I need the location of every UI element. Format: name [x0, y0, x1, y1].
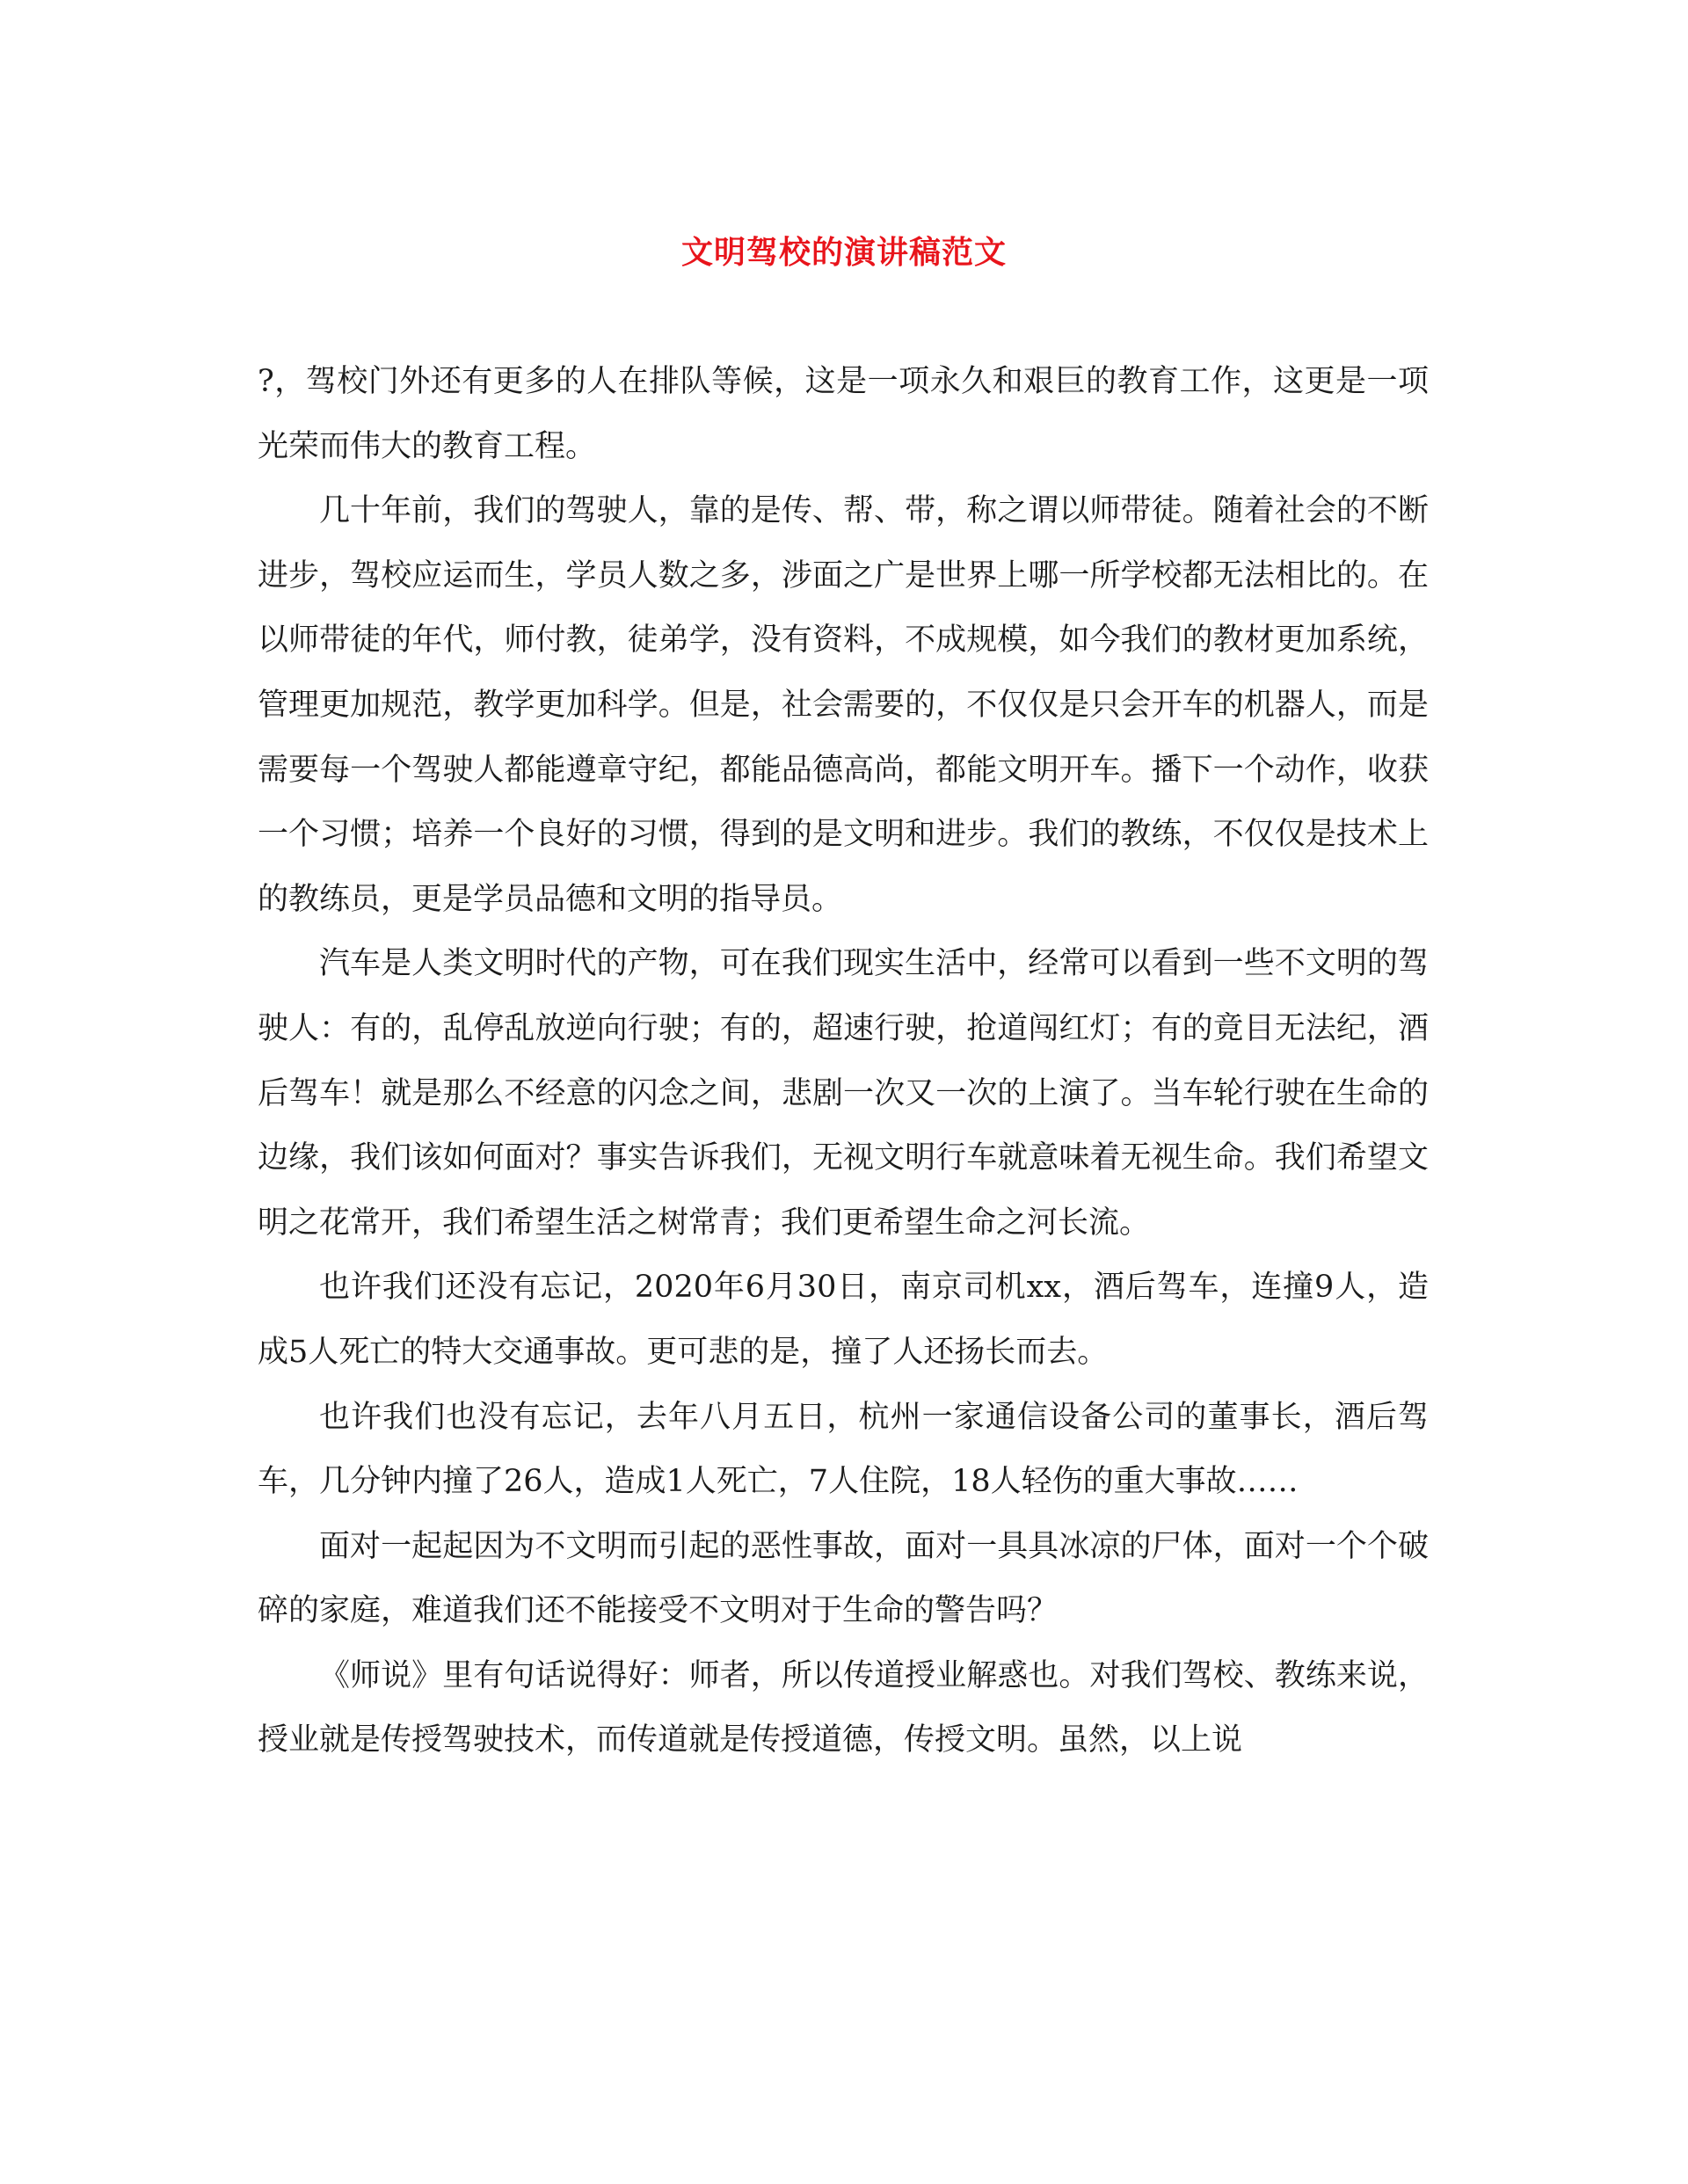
paragraph-4: 也许我们还没有忘记，2020年6月30日，南京司机xx，酒后驾车，连撞9人，造成5人死亡的特大交通事故。更可悲的是，撞了人还扬长而去。	[258, 1270, 1429, 1370]
paragraph-5: 也许我们也没有忘记，去年八月五日，杭州一家通信设备公司的董事长，酒后驾车，几分钟内撞了26人，造成1人死亡，7人住院，18人轻伤的重大事故……	[258, 1399, 1429, 1500]
paragraph-1: ?，驾校门外还有更多的人在排队等候，这是一项永久和艰巨的教育工作，这更是一项光荣而伟大的教育工程。	[258, 364, 1429, 464]
paragraph-6: 面对一起起因为不文明而引起的恶性事故，面对一具具冰凉的尸体，面对一个个破碎的家庭，难道我们还不能接受不文明对于生命的警告吗？	[258, 1528, 1429, 1629]
paragraph-3: 汽车是人类文明时代的产物，可在我们现实生活中，经常可以看到一些不文明的驾驶人：有的，乱停乱放逆向行驶；有的，超速行驶，抢道闯红灯；有的竟目无法纪，酒后驾车！就是那么不经意的闪念之间，悲剧一次又一次的上演了。当车轮行驶在生命的边缘，我们该如何面对？事实告诉我们，无视文明行车就意味着无视生命。我们希望文明之花常开，我们希望生活之树常青；我们更希望生命之河长流。	[258, 946, 1429, 1241]
paragraph-7: 《师说》里有句话说得好：师者，所以传道授业解惑也。对我们驾校、教练来说，授业就是传授驾驶技术，而传道就是传授道德，传授文明。虽然，以上说	[258, 1657, 1429, 1758]
document-title: 文明驾校的演讲稿范文	[680, 234, 1007, 271]
document-body	[258, 350, 1429, 1773]
paragraph-2: 几十年前，我们的驾驶人，靠的是传、帮、带，称之谓以师带徒。随着社会的不断进步，驾校应运而生，学员人数之多，涉面之广是世界上哪一所学校都无法相比的。在以师带徒的年代，师付教，徒弟学，没有资料，不成规模，如今我们的教材更加系统，管理更加规范，教学更加科学。但是，社会需要的，不仅仅是只会开车的机器人，而是需要每一个驾驶人都能遵章守纪，都能品德高尚，都能文明开车。播下一个动作，收获一个习惯；培养一个良好的习惯，得到的是文明和进步。我们的教练，不仅仅是技术上的教练员，更是学员品德和文明的指导员。	[258, 493, 1429, 917]
